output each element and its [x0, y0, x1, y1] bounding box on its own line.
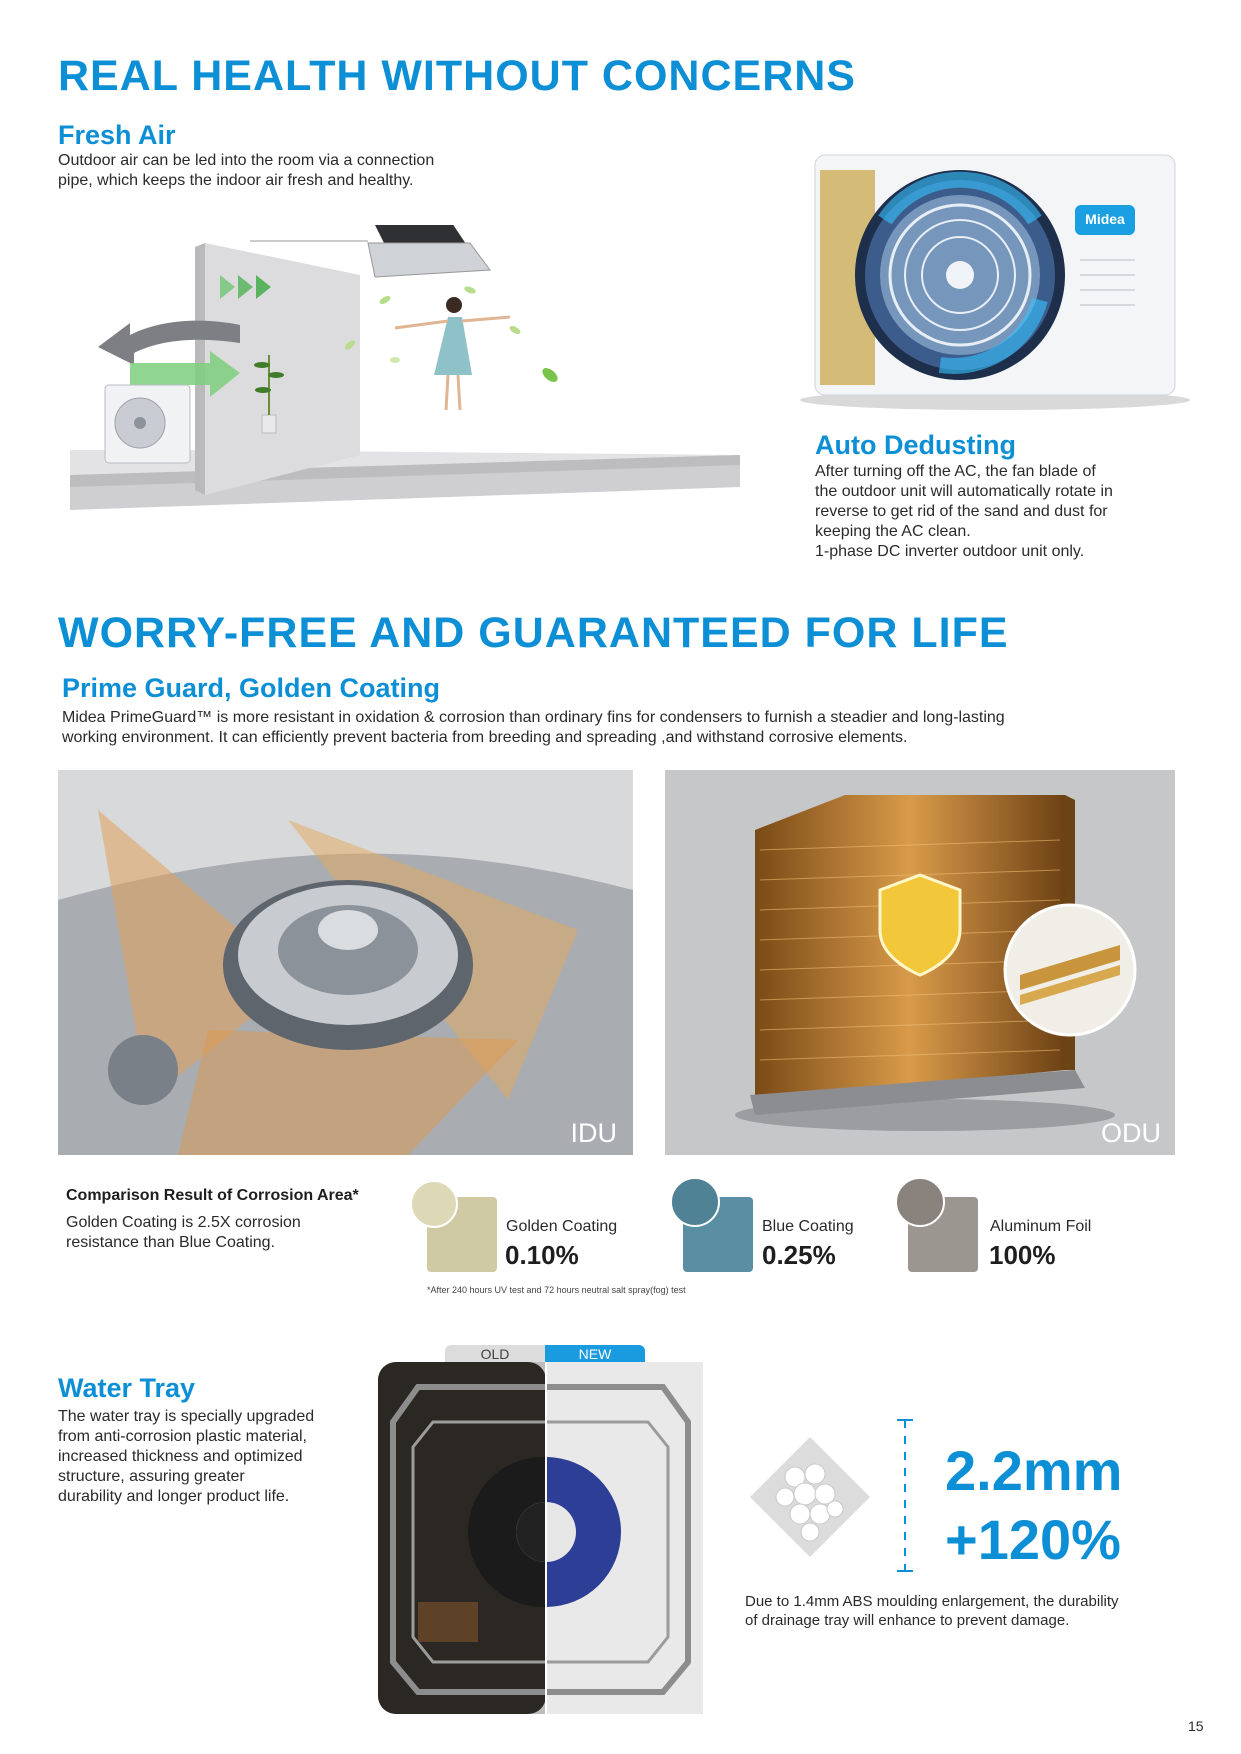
water-tray-line: The water tray is specially upgraded — [58, 1408, 315, 1425]
comparison-line: Golden Coating is 2.5X corrosion — [66, 1214, 301, 1231]
prime-guard-line: Midea PrimeGuard™ is more resistant in oxidation & corrosion than ordinary fins for condensers to furnish a steadier and long-lasting — [62, 709, 1005, 726]
comparison-line: resistance than Blue Coating. — [66, 1234, 276, 1251]
auto-dedusting-line: 1-phase DC inverter outdoor unit only. — [815, 543, 1085, 560]
aluminum-foil-label: Aluminum Foil — [990, 1218, 1092, 1235]
thickness-value: 2.2mm — [945, 1439, 1123, 1502]
old-tab: OLD — [445, 1345, 545, 1363]
auto-dedusting-line: reverse to get rid of the sand and dust for — [815, 503, 1108, 520]
prime-guard-line: working environment. It can efficiently prevent bacteria from breeding and spreading ,and withstand corrosive elements. — [62, 729, 908, 746]
comparison-text — [66, 1213, 301, 1253]
blue-coating-zoom — [670, 1177, 720, 1227]
page-number: 15 — [1188, 1718, 1204, 1734]
fresh-air-line: pipe, which keeps the indoor air fresh and healthy. — [58, 172, 414, 189]
prime-guard-heading: Prime Guard, Golden Coating — [62, 673, 441, 703]
prime-guard-text — [62, 708, 1005, 748]
water-tray-note-line: of drainage tray will enhance to prevent damage. — [745, 1612, 1070, 1629]
fresh-air-line: Outdoor air can be led into the room via a connection — [58, 152, 435, 169]
water-tray-heading: Water Tray — [58, 1373, 196, 1403]
blue-coating-value: 0.25% — [762, 1240, 836, 1270]
idu-label: IDU — [570, 1118, 617, 1148]
fresh-air-heading: Fresh Air — [58, 120, 176, 150]
water-tray-line: increased thickness and optimized — [58, 1448, 303, 1465]
water-tray-text — [58, 1407, 314, 1507]
golden-coating-value: 0.10% — [505, 1240, 579, 1270]
auto-dedusting-line: keeping the AC clean. — [815, 523, 971, 540]
golden-coating-label: Golden Coating — [506, 1218, 618, 1235]
auto-dedusting-line: the outdoor unit will automatically rotate in — [815, 483, 1113, 500]
odu-photo — [665, 770, 1175, 1155]
increase-value: +120% — [945, 1508, 1121, 1571]
brand-logo: Midea — [1085, 211, 1125, 227]
outdoor-unit-illustration — [790, 150, 1195, 410]
new-tab: NEW — [545, 1345, 645, 1363]
water-tray-note — [745, 1592, 1119, 1630]
section-title-health: REAL HEALTH WITHOUT CONCERNS — [58, 52, 856, 100]
aluminum-foil-zoom — [895, 1177, 945, 1227]
comparison-footnote: *After 240 hours UV test and 72 hours neutral salt spray(fog) test — [427, 1285, 686, 1295]
water-tray-photo — [378, 1362, 703, 1714]
fresh-air-illustration — [50, 225, 760, 525]
water-tray-note-line: Due to 1.4mm ABS moulding enlargement, the durability — [745, 1593, 1119, 1610]
auto-dedusting-heading: Auto Dedusting — [815, 430, 1016, 460]
water-tray-line: durability and longer product life. — [58, 1488, 290, 1505]
golden-coating-zoom — [410, 1180, 458, 1228]
water-tray-line: from anti-corrosion plastic material, — [58, 1428, 307, 1445]
aluminum-foil-value: 100% — [989, 1240, 1056, 1270]
auto-dedusting-line: After turning off the AC, the fan blade of — [815, 463, 1096, 480]
auto-dedusting-text — [815, 462, 1113, 562]
water-tray-line: structure, assuring greater — [58, 1468, 245, 1485]
idu-photo — [58, 770, 633, 1155]
abs-material-illustration — [745, 1432, 875, 1562]
section-title-worry-free: WORRY-FREE AND GUARANTEED FOR LIFE — [58, 609, 1009, 657]
fresh-air-text — [58, 151, 434, 191]
comparison-title: Comparison Result of Corrosion Area* — [66, 1187, 359, 1204]
odu-label: ODU — [1101, 1118, 1161, 1148]
thickness-ruler-icon — [895, 1418, 915, 1573]
blue-coating-label: Blue Coating — [762, 1218, 854, 1235]
